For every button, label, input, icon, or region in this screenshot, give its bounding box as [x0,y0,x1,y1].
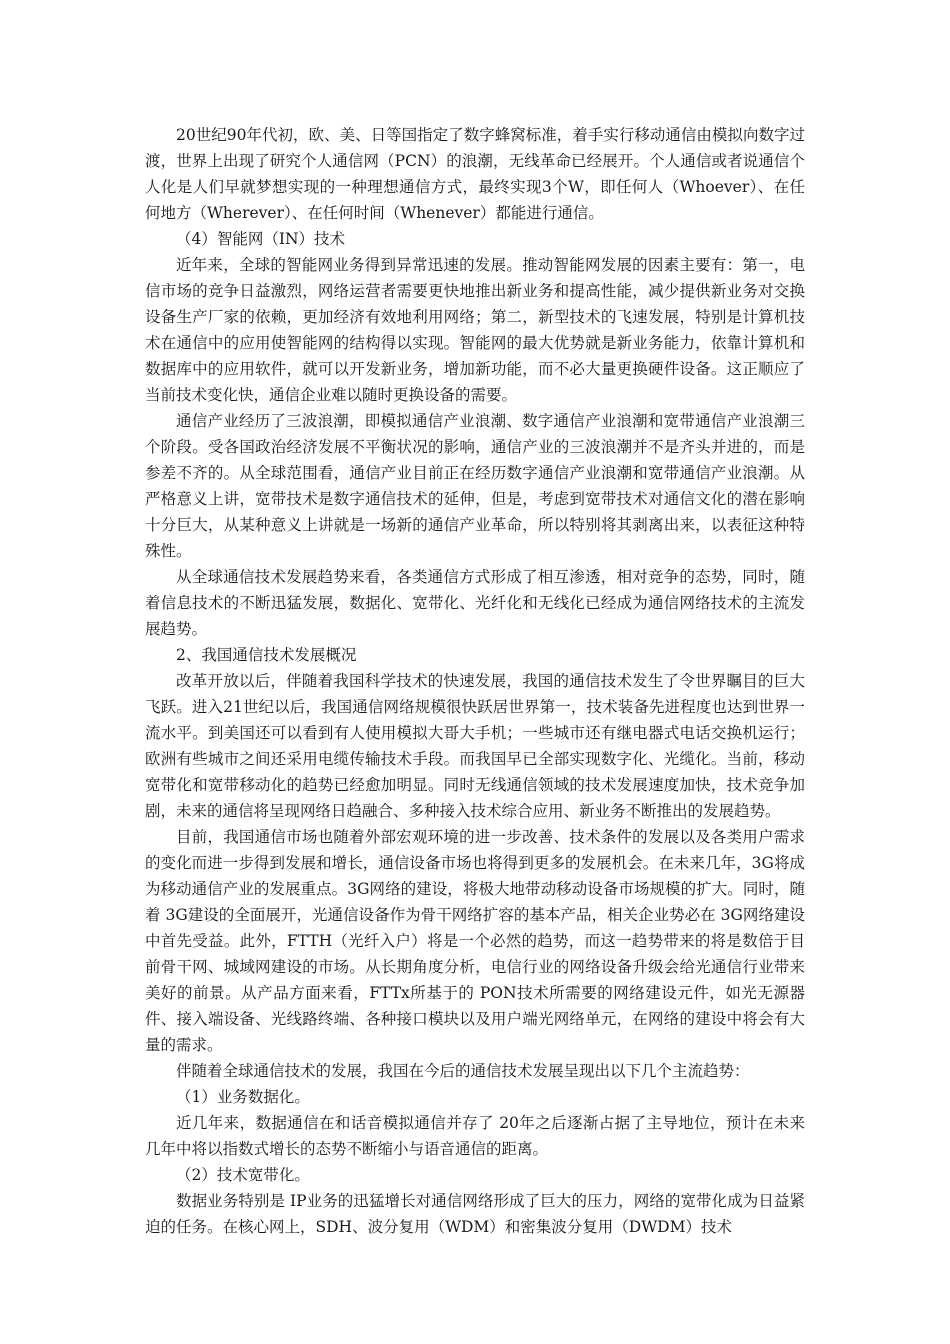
paragraph-reform-opening: 改革开放以后，伴随着我国科学技术的快速发展，我国的通信技术发生了令世界瞩目的巨大飞跃。进入21世纪以后，我国通信网络规模很快跃居世界第一，技术装备先进程度也达到世界一流水平。到美国还可以看到有人使用模拟大哥大手机；一些城市还有继电器式电话交换机运行；欧洲有些城市之间还采用电缆传输技术手段。而我国早已全部实现数字化、光缆化。当前，移动宽带化和宽带移动化的趋势已经愈加明显。同时无线通信领域的技术发展速度加快，技术竞争加剧，未来的通信将呈现网络日趋融合、多种接入技术综合应用、新业务不断推出的发展趋势。 [145,672,805,820]
paragraph-trends-intro: 伴随着全球通信技术的发展，我国在今后的通信技术发展呈现出以下几个主流趋势： [176,1062,750,1080]
document-body [145,122,805,1240]
paragraph-broadband: 数据业务特别是 IP业务的迅猛增长对通信网络形成了巨大的压力，网络的宽带化成为日益紧迫的任务。在核心网上，SDH、波分复用（WDM）和密集波分复用（DWDM）技术 [145,1192,805,1236]
heading-broadband: （2）技术宽带化。 [176,1166,310,1184]
paragraph-global-trends: 从全球通信技术发展趋势来看，各类通信方式形成了相互渗透，相对竞争的态势，同时，随着信息技术的不断迅猛发展，数据化、宽带化、光纤化和无线化已经成为通信网络技术的主流发展趋势。 [145,568,805,638]
paragraph-data-services: 近几年来，数据通信在和话音模拟通信并存了 20年之后逐渐占据了主导地位，预计在未来几年中将以指数式增长的态势不断缩小与语音通信的距离。 [145,1114,805,1158]
heading-data-services: （1）业务数据化。 [176,1088,310,1106]
paragraph-market-3g: 目前，我国通信市场也随着外部宏观环境的进一步改善、技术条件的发展以及各类用户需求的变化而进一步得到发展和增长，通信设备市场也将得到更多的发展机会。在未来几年，3G将成为移动通信产业的发展重点。3G网络的建设，将极大地带动移动设备市场规模的扩大。同时，随着 3G建设的全面展开，光通信设备作为骨干网络扩容的基本产品，相关企业势必在 3G网络建设中首先受益。此外，FTTH（光纤入户）将是一个必然的趋势，而这一趋势带来的将是数倍于目前骨干网、城域网建设的市场。从长期角度分析，电信行业的网络设备升级会给光通信行业带来美好的前景。从产品方面来看，FTTx所基于的 PON技术所需要的网络建设元件，如光无源器件、接入端设备、光线路终端、各种接口模块以及用户端光网络单元，在网络的建设中将会有大量的需求。 [145,828,806,1054]
heading-intelligent-network: （4）智能网（IN）技术 [176,230,346,248]
heading-china-overview: 2、我国通信技术发展概况 [176,646,357,664]
paragraph-three-waves: 通信产业经历了三波浪潮，即模拟通信产业浪潮、数字通信产业浪潮和宽带通信产业浪潮三个阶段。受各国政治经济发展不平衡状况的影响，通信产业的三波浪潮并不是齐头并进的，而是参差不齐的。从全球范围看，通信产业目前正在经历数字通信产业浪潮和宽带通信产业浪潮。从严格意义上讲，宽带技术是数字通信技术的延伸，但是，考虑到宽带技术对通信文化的潜在影响十分巨大，从某种意义上讲就是一场新的通信产业革命，所以特别将其剥离出来，以表征这种特殊性。 [145,412,805,560]
paragraph-intelligent-network: 近年来，全球的智能网业务得到异常迅速的发展。推动智能网发展的因素主要有：第一，电信市场的竞争日益激烈，网络运营者需要更快地推出新业务和提高性能，减少提供新业务对交换设备生产厂家的依赖，更加经济有效地利用网络；第二，新型技术的飞速发展，特别是计算机技术在通信中的应用使智能网的结构得以实现。智能网的最大优势就是新业务能力，依靠计算机和数据库中的应用软件，就可以开发新业务，增加新功能，而不必大量更换硬件设备。这正顺应了当前技术变化快，通信企业难以随时更换设备的需要。 [145,256,805,404]
paragraph-pcn: 20世纪90年代初，欧、美、日等国指定了数字蜂窝标准，着手实行移动通信由模拟向数字过渡，世界上出现了研究个人通信网（PCN）的浪潮，无线革命已经展开。个人通信或者说通信个人化是人们早就梦想实现的一种理想通信方式，最终实现3个W，即任何人（Whoever）、在任何地方（Wherever）、在任何时间（Whenever）都能进行通信。 [145,126,805,222]
